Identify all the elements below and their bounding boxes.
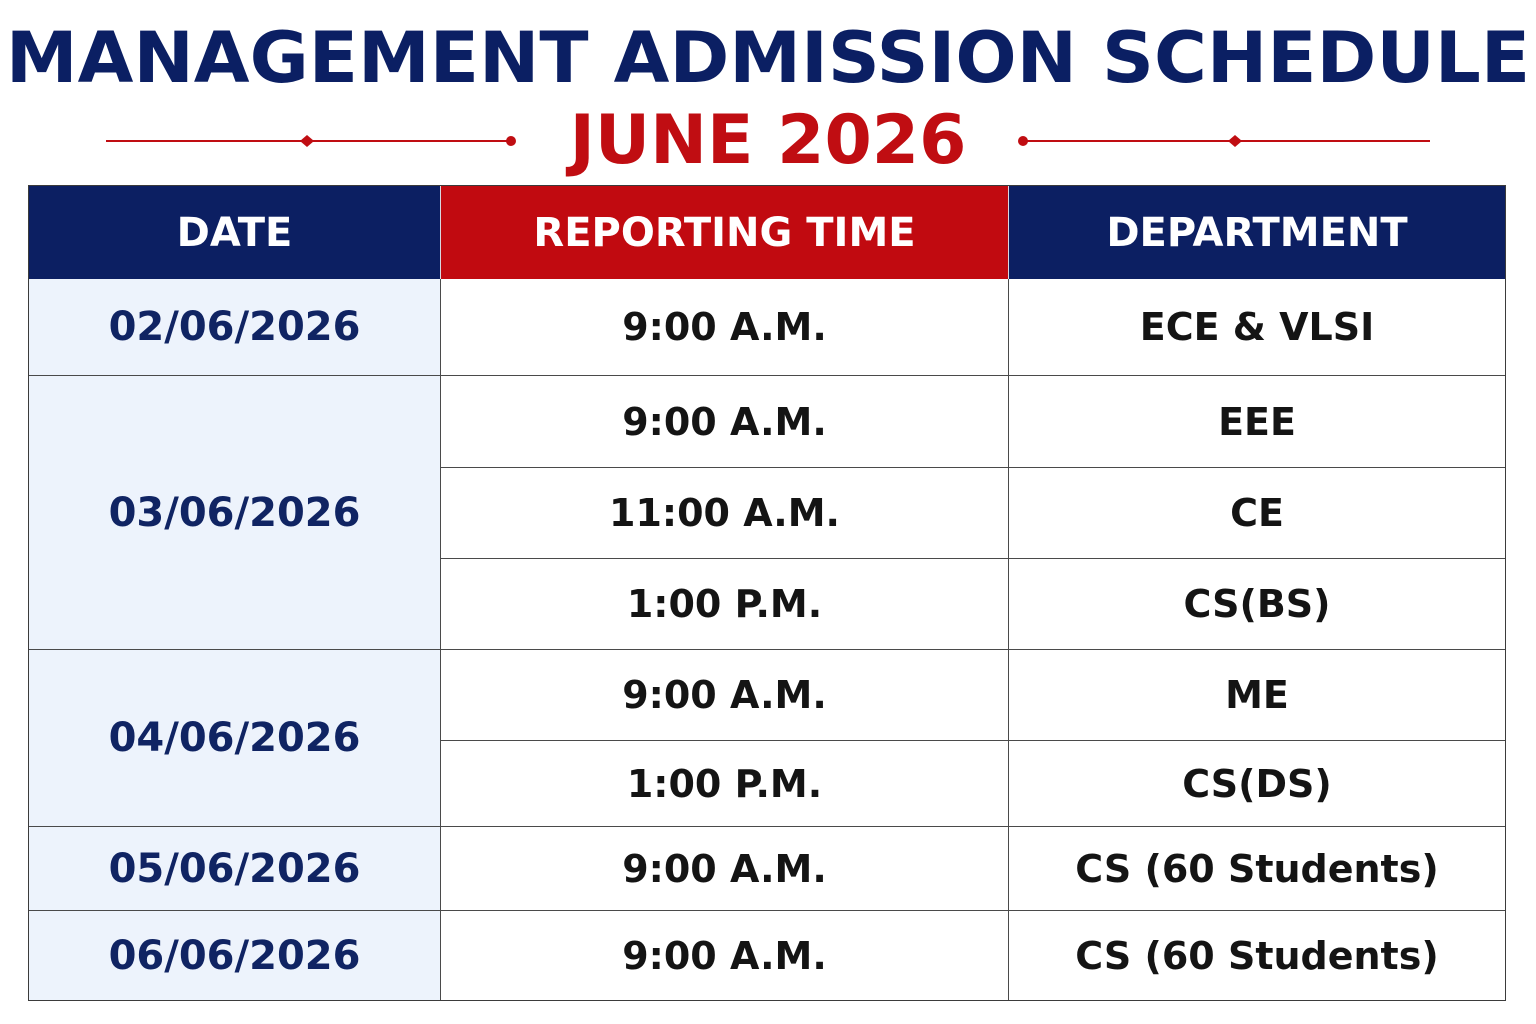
page-subtitle: JUNE 2026 — [569, 101, 967, 180]
left-divider-ornament — [106, 134, 518, 148]
department-cell: CS (60 Students) — [1075, 933, 1439, 978]
column-header-reporting-time: REPORTING TIME — [441, 186, 1009, 279]
column-header-department: DEPARTMENT — [1009, 186, 1505, 279]
date-cell: 03/06/2026 — [29, 376, 441, 650]
right-divider-ornament — [1014, 134, 1430, 148]
page-title: MANAGEMENT ADMISSION SCHEDULE — [5, 17, 1531, 99]
time-cell: 1:00 P.M. — [441, 741, 1009, 827]
date-cell: 06/06/2026 — [29, 911, 441, 1000]
department-cell: CS(DS) — [1009, 741, 1505, 827]
date-cell: 05/06/2026 — [29, 827, 441, 911]
department-cell: CS (60 Students) — [1009, 827, 1505, 911]
date-cell: 02/06/2026 — [29, 279, 441, 376]
time-cell: 9:00 A.M. — [441, 911, 1009, 1000]
department-cell: CE — [1009, 468, 1505, 559]
department-cell: ME — [1009, 650, 1505, 741]
schedule-table — [28, 185, 1506, 1001]
time-cell: 9:00 A.M. — [441, 376, 1009, 468]
date-cell: 04/06/2026 — [29, 650, 441, 827]
department-cell: CS(BS) — [1009, 559, 1505, 650]
department-cell: ECE & VLSI — [1009, 279, 1505, 376]
time-cell: 9:00 A.M. — [441, 827, 1009, 911]
time-cell: 9:00 A.M. — [441, 279, 1009, 376]
time-cell: 1:00 P.M. — [441, 559, 1009, 650]
column-header-date: DATE — [29, 186, 441, 279]
time-cell: 11:00 A.M. — [441, 468, 1009, 559]
time-cell: 9:00 A.M. — [441, 650, 1009, 741]
department-cell: EEE — [1009, 376, 1505, 468]
